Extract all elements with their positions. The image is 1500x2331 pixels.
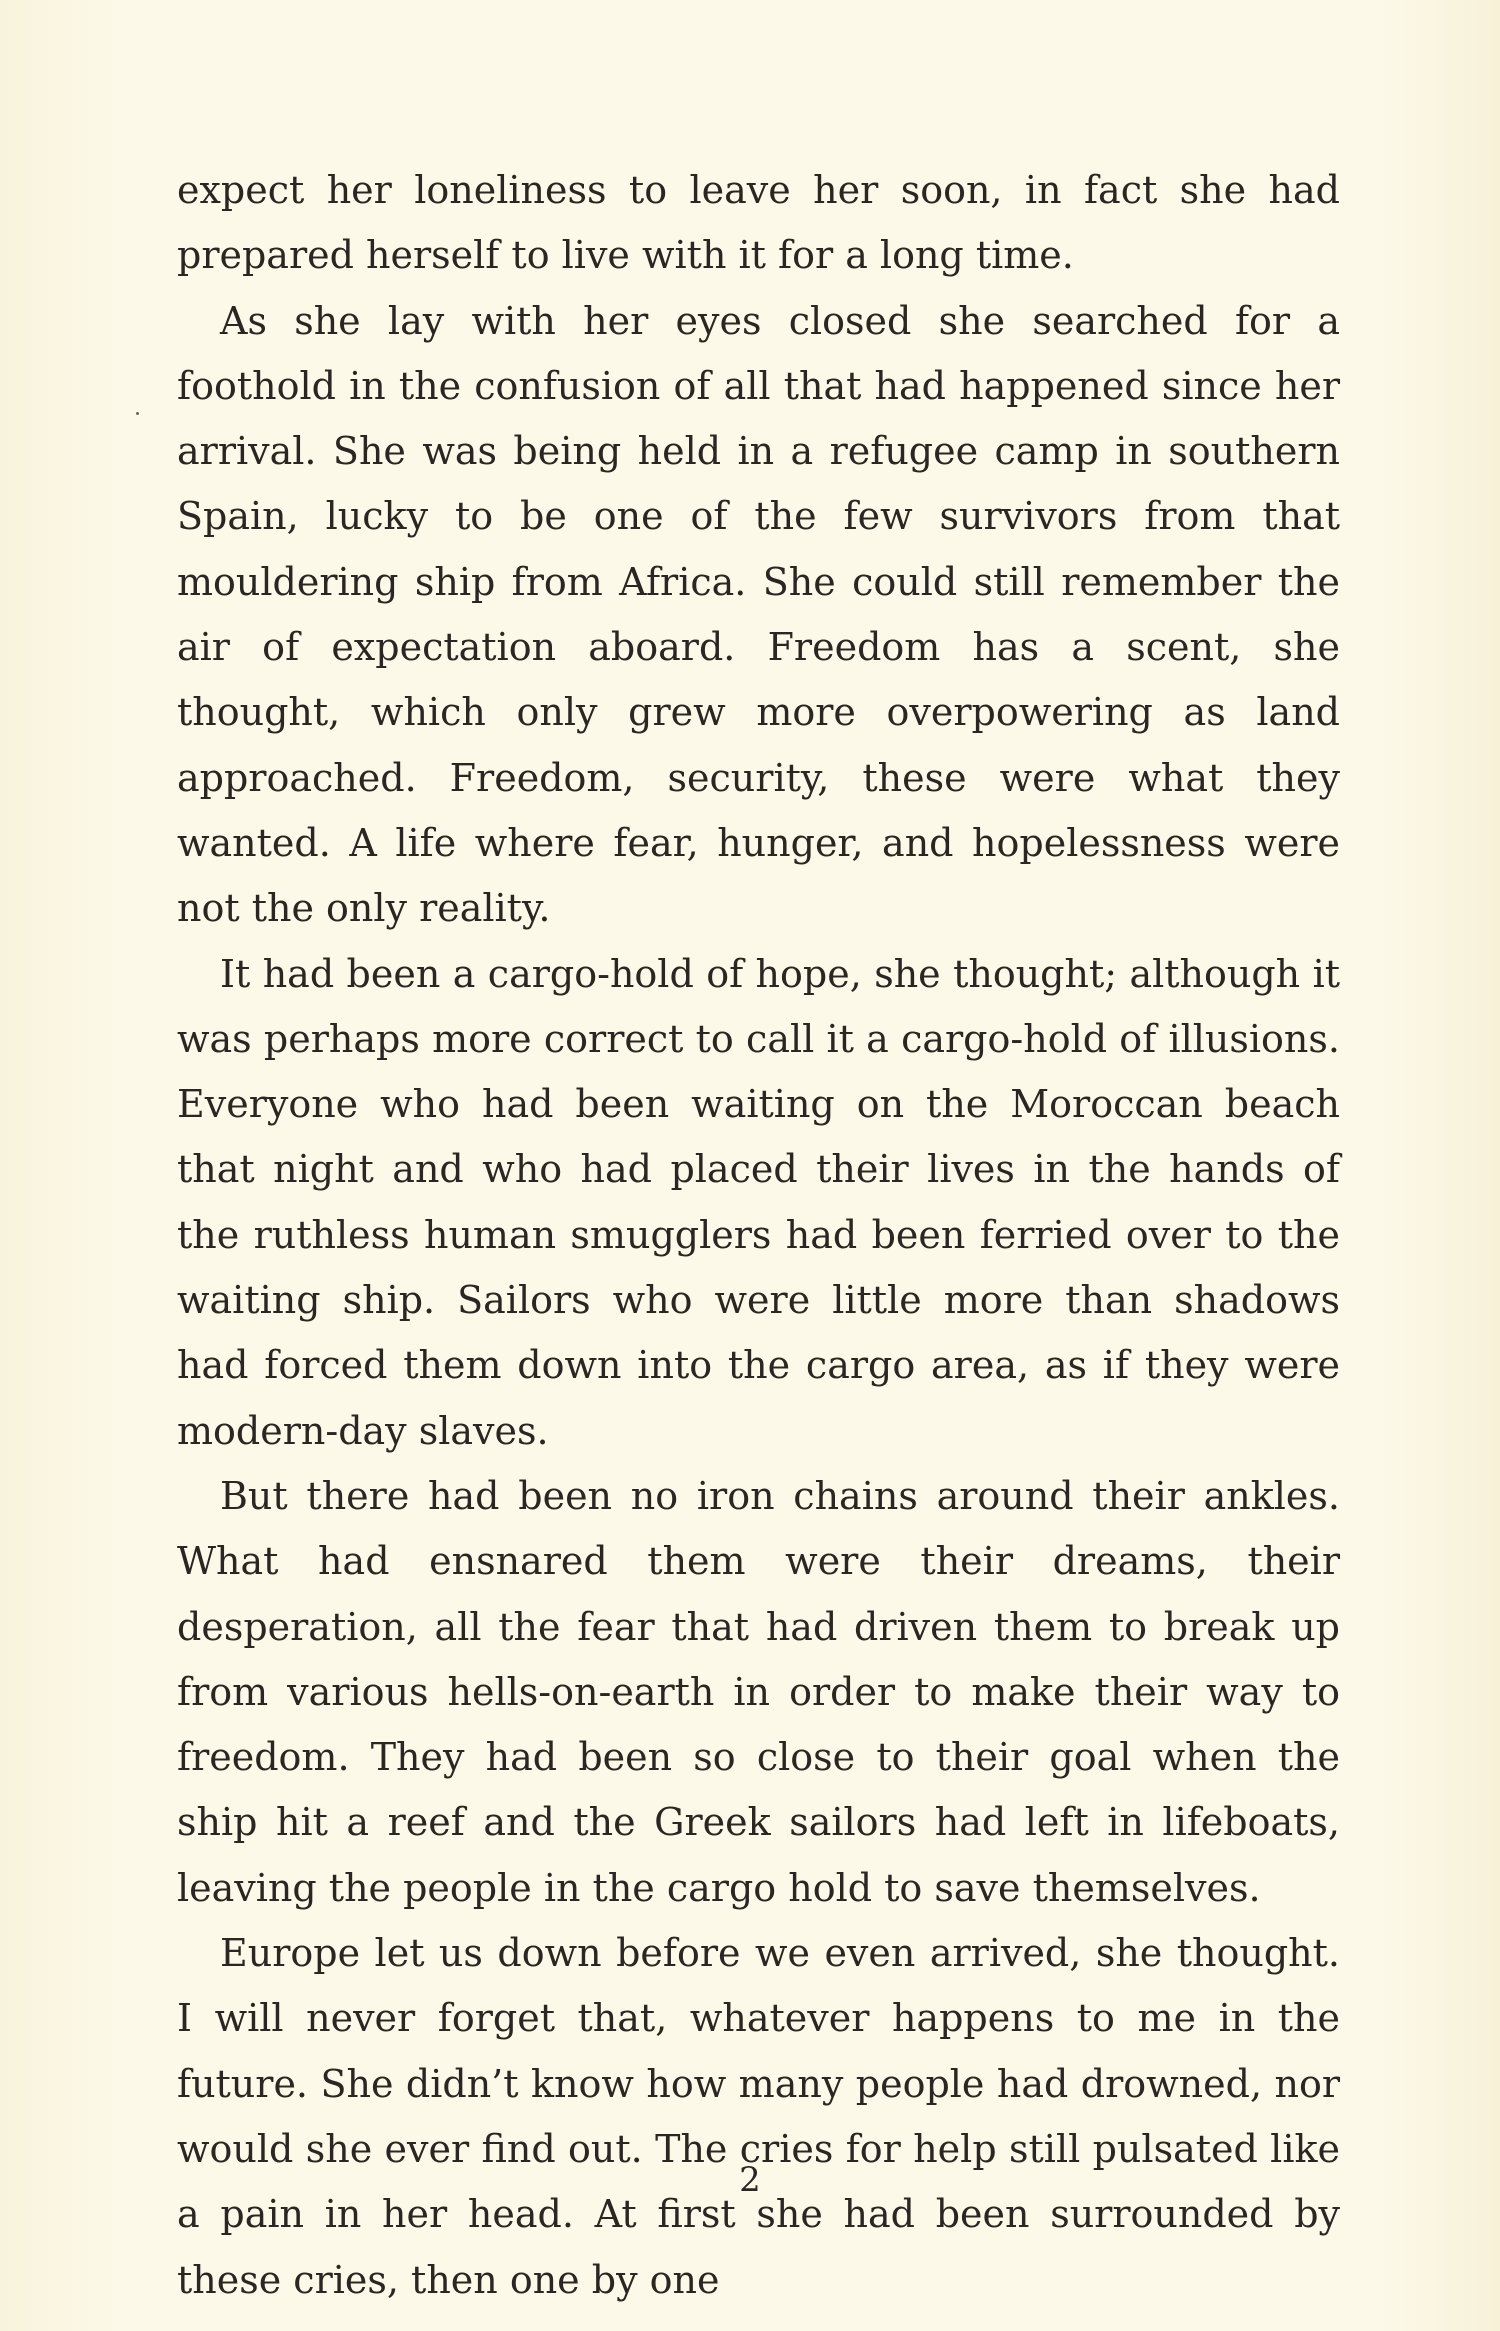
page-number: 2 bbox=[739, 2160, 761, 2200]
paragraph-2: As she lay with her eyes closed she searched for a foothold in the confusion of all that had happened since her arrival. She was being held in a refugee camp in southern Spain, lucky to be one of the few survivors from that mouldering ship from Africa. She could still remember the air of expectation aboard. Freedom has a scent, she thought, which only grew more overpowering as land approached. Freedom, security, these were what they wanted. A life where fear, hunger, and hopelessness were not the only reality. bbox=[177, 298, 1340, 931]
paragraph-4: But there had been no iron chains around their ankles. What had ensnared them were their dreams, their desperation, all the fear that had driven them to break up from various hells-on-earth in order to make their way to freedom. They had been so close to their goal when the ship hit a reef and the Greek sailors had left in lifeboats, leaving the people in the cargo hold to save themselves. bbox=[177, 1473, 1340, 1910]
body-text bbox=[177, 158, 1340, 2313]
paper-speck bbox=[136, 412, 139, 415]
paragraph-5: Europe let us down before we even arrived, she thought. I will never forget that, whatever happens to me in the future. She didn’t know how many people had drowned, nor would she ever find out. The cries for help still pulsated like a pain in her head. At first she had been surrounded by these cries, then one by one bbox=[177, 1931, 1340, 2302]
paragraph-3: It had been a cargo-hold of hope, she thought; although it was perhaps more correct to call it a cargo-hold of illusions. Everyone who had been waiting on the Moroccan beach that night and who had placed their lives in the hands of the ruthless human smugglers had been ferried over to the waiting ship. Sailors who were little more than shadows had forced them down into the cargo area, as if they were modern-day slaves. bbox=[177, 951, 1340, 1453]
paragraph-1: expect her loneliness to leave her soon, in fact she had prepared herself to live with it for a long time. bbox=[177, 168, 1340, 278]
